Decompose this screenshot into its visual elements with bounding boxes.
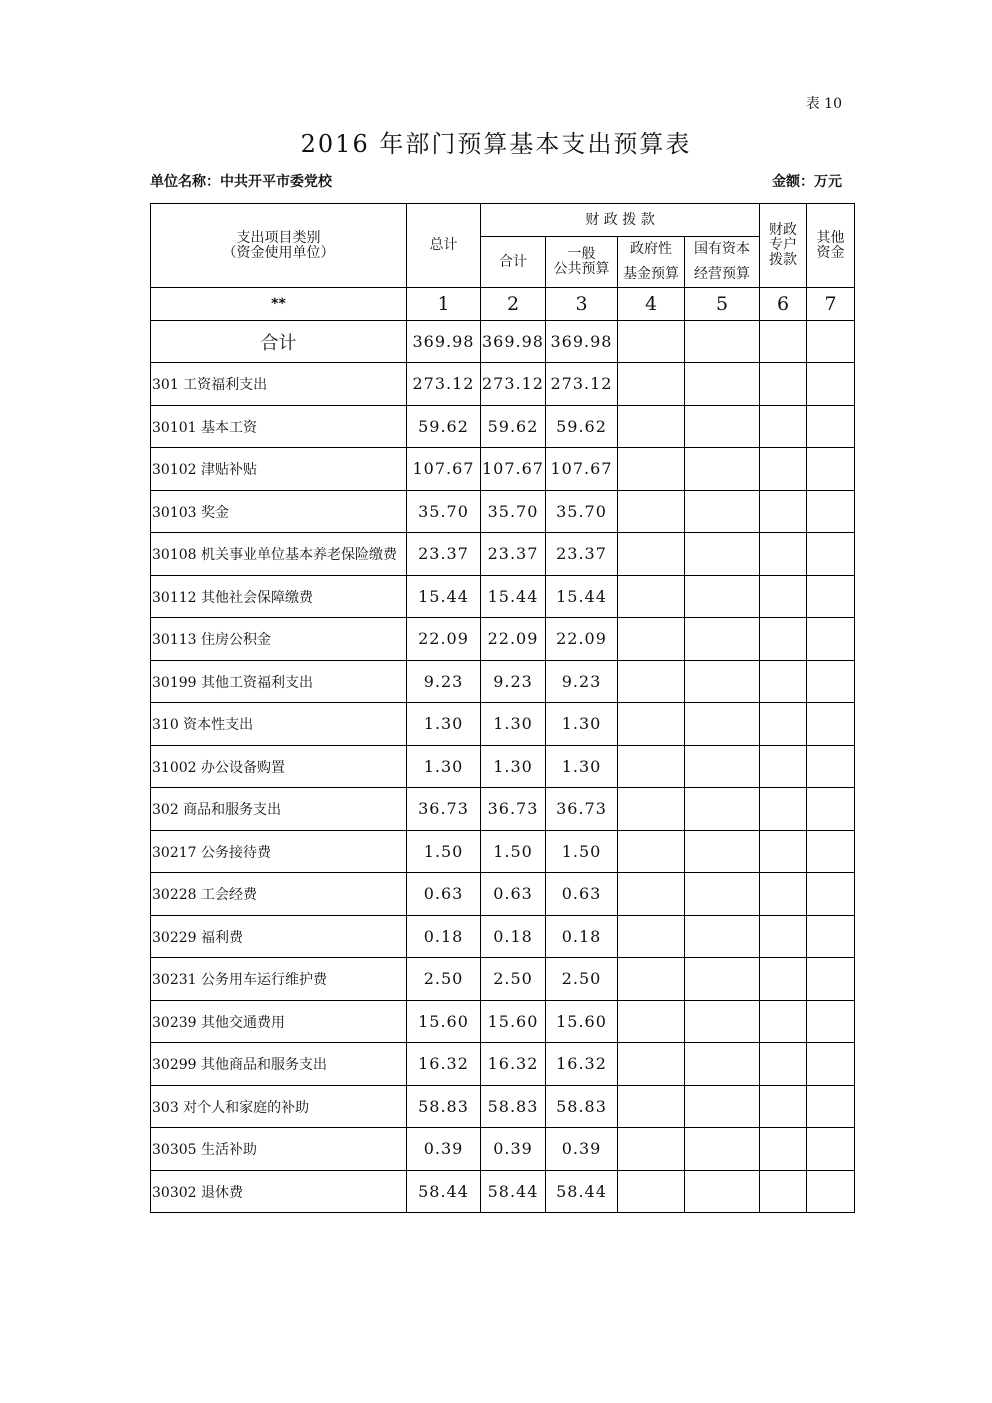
item-fiscal-sum: 22.09 xyxy=(481,618,546,661)
item-total: 15.60 xyxy=(407,1000,481,1043)
item-general: 16.32 xyxy=(546,1043,618,1086)
item-total: 107.67 xyxy=(407,448,481,491)
item-total: 35.70 xyxy=(407,490,481,533)
empty-cell xyxy=(807,490,855,533)
table-row xyxy=(151,830,855,873)
total-fiscal-sum: 369.98 xyxy=(481,321,546,363)
header-special-line1: 财政 xyxy=(769,222,798,238)
empty-cell xyxy=(760,321,807,363)
item-fiscal-sum: 58.83 xyxy=(481,1085,546,1128)
empty-cell xyxy=(807,830,855,873)
header-gov-fund-line2: 基金预算 xyxy=(623,266,679,282)
item-name: 30239 其他交通费用 xyxy=(151,1000,407,1043)
item-name: 30302 退休费 xyxy=(151,1170,407,1213)
index-cell: ** xyxy=(151,288,407,321)
empty-cell xyxy=(760,1170,807,1213)
empty-cell xyxy=(685,1085,760,1128)
item-name: 30112 其他社会保障缴费 xyxy=(151,575,407,618)
empty-cell xyxy=(807,363,855,406)
empty-cell xyxy=(618,873,685,916)
item-total: 58.44 xyxy=(407,1170,481,1213)
item-total: 59.62 xyxy=(407,405,481,448)
empty-cell xyxy=(685,1000,760,1043)
empty-cell xyxy=(618,958,685,1001)
header-total: 总计 xyxy=(407,204,481,288)
item-name: 31002 办公设备购置 xyxy=(151,745,407,788)
empty-cell xyxy=(760,1085,807,1128)
item-fiscal-sum: 0.39 xyxy=(481,1128,546,1171)
unit-name: 单位名称：中共开平市委党校 xyxy=(150,174,332,190)
item-name: 30101 基本工资 xyxy=(151,405,407,448)
empty-cell xyxy=(685,703,760,746)
table-row xyxy=(151,788,855,831)
item-general: 0.63 xyxy=(546,873,618,916)
empty-cell xyxy=(760,788,807,831)
total-row xyxy=(151,321,855,363)
header-fiscal-sum: 合计 xyxy=(481,237,546,288)
empty-cell xyxy=(685,321,760,363)
item-total: 23.37 xyxy=(407,533,481,576)
page-title: 2016 年部门预算基本支出预算表 xyxy=(300,130,692,158)
item-general: 35.70 xyxy=(546,490,618,533)
empty-cell xyxy=(618,660,685,703)
header-state-capital-line1: 国有资本 xyxy=(694,241,751,257)
header-special xyxy=(760,204,807,288)
header-gov-fund-line1: 政府性 xyxy=(630,241,672,257)
empty-cell xyxy=(685,745,760,788)
item-fiscal-sum: 1.30 xyxy=(481,745,546,788)
empty-cell xyxy=(760,660,807,703)
amount-unit: 金额：万元 xyxy=(772,174,842,190)
item-total: 0.18 xyxy=(407,915,481,958)
budget-table xyxy=(150,203,855,1213)
item-general: 0.18 xyxy=(546,915,618,958)
header-special-line3: 拨款 xyxy=(769,252,798,268)
empty-cell xyxy=(807,533,855,576)
empty-cell xyxy=(807,448,855,491)
empty-cell xyxy=(807,745,855,788)
item-fiscal-sum: 273.12 xyxy=(481,363,546,406)
table-row xyxy=(151,1128,855,1171)
item-name: 302 商品和服务支出 xyxy=(151,788,407,831)
header-state-capital-line2: 经营预算 xyxy=(694,266,751,282)
header-row-1 xyxy=(151,204,855,237)
empty-cell xyxy=(807,703,855,746)
item-fiscal-sum: 36.73 xyxy=(481,788,546,831)
empty-cell xyxy=(807,1170,855,1213)
item-name: 30231 公务用车运行维护费 xyxy=(151,958,407,1001)
empty-cell xyxy=(685,1043,760,1086)
header-category xyxy=(151,204,407,288)
item-total: 36.73 xyxy=(407,788,481,831)
empty-cell xyxy=(685,1170,760,1213)
empty-cell xyxy=(760,745,807,788)
header-other xyxy=(807,204,855,288)
table-row xyxy=(151,1085,855,1128)
empty-cell xyxy=(807,915,855,958)
empty-cell xyxy=(807,1128,855,1171)
total-general: 369.98 xyxy=(546,321,618,363)
empty-cell xyxy=(807,575,855,618)
empty-cell xyxy=(618,490,685,533)
item-general: 0.39 xyxy=(546,1128,618,1171)
item-fiscal-sum: 1.30 xyxy=(481,703,546,746)
header-category-label: 支出项目类别 xyxy=(236,229,321,246)
empty-cell xyxy=(760,703,807,746)
item-total: 22.09 xyxy=(407,618,481,661)
item-total: 58.83 xyxy=(407,1085,481,1128)
empty-cell xyxy=(807,1043,855,1086)
empty-cell xyxy=(618,1043,685,1086)
empty-cell xyxy=(760,363,807,406)
empty-cell xyxy=(618,575,685,618)
table-row xyxy=(151,1043,855,1086)
empty-cell xyxy=(807,873,855,916)
empty-cell xyxy=(807,618,855,661)
item-fiscal-sum: 23.37 xyxy=(481,533,546,576)
empty-cell xyxy=(760,1128,807,1171)
item-fiscal-sum: 0.18 xyxy=(481,915,546,958)
table-row xyxy=(151,703,855,746)
header-fiscal: 财 政 拨 款 xyxy=(481,204,760,237)
index-cell: 7 xyxy=(807,288,855,321)
empty-cell xyxy=(760,958,807,1001)
empty-cell xyxy=(685,915,760,958)
item-fiscal-sum: 9.23 xyxy=(481,660,546,703)
empty-cell xyxy=(807,660,855,703)
item-fiscal-sum: 15.44 xyxy=(481,575,546,618)
empty-cell xyxy=(760,1000,807,1043)
index-cell: 5 xyxy=(685,288,760,321)
item-fiscal-sum: 1.50 xyxy=(481,830,546,873)
item-general: 1.50 xyxy=(546,830,618,873)
table-row xyxy=(151,448,855,491)
item-general: 36.73 xyxy=(546,788,618,831)
empty-cell xyxy=(760,490,807,533)
item-fiscal-sum: 58.44 xyxy=(481,1170,546,1213)
item-general: 22.09 xyxy=(546,618,618,661)
empty-cell xyxy=(618,405,685,448)
empty-cell xyxy=(685,405,760,448)
header-category-sub: （资金使用单位） xyxy=(222,244,335,261)
index-cell: 3 xyxy=(546,288,618,321)
empty-cell xyxy=(760,830,807,873)
empty-cell xyxy=(618,1000,685,1043)
empty-cell xyxy=(685,830,760,873)
empty-cell xyxy=(618,1085,685,1128)
empty-cell xyxy=(685,1128,760,1171)
table-row xyxy=(151,490,855,533)
empty-cell xyxy=(685,958,760,1001)
empty-cell xyxy=(618,1170,685,1213)
item-name: 30113 住房公积金 xyxy=(151,618,407,661)
table-row xyxy=(151,618,855,661)
item-total: 2.50 xyxy=(407,958,481,1001)
empty-cell xyxy=(760,405,807,448)
item-general: 15.60 xyxy=(546,1000,618,1043)
item-name: 30199 其他工资福利支出 xyxy=(151,660,407,703)
item-total: 15.44 xyxy=(407,575,481,618)
item-name: 30228 工会经费 xyxy=(151,873,407,916)
item-name: 30229 福利费 xyxy=(151,915,407,958)
item-name: 310 资本性支出 xyxy=(151,703,407,746)
header-special-line2: 专户 xyxy=(769,237,798,253)
item-general: 1.30 xyxy=(546,745,618,788)
empty-cell xyxy=(618,788,685,831)
empty-cell xyxy=(760,873,807,916)
item-name: 30305 生活补助 xyxy=(151,1128,407,1171)
item-total: 0.39 xyxy=(407,1128,481,1171)
table-row xyxy=(151,958,855,1001)
index-cell: 2 xyxy=(481,288,546,321)
empty-cell xyxy=(760,1043,807,1086)
empty-cell xyxy=(685,660,760,703)
empty-cell xyxy=(760,448,807,491)
item-name: 303 对个人和家庭的补助 xyxy=(151,1085,407,1128)
item-general: 1.30 xyxy=(546,703,618,746)
empty-cell xyxy=(685,618,760,661)
item-fiscal-sum: 107.67 xyxy=(481,448,546,491)
item-general: 273.12 xyxy=(546,363,618,406)
item-fiscal-sum: 16.32 xyxy=(481,1043,546,1086)
empty-cell xyxy=(618,448,685,491)
empty-cell xyxy=(618,915,685,958)
item-fiscal-sum: 35.70 xyxy=(481,490,546,533)
empty-cell xyxy=(807,1000,855,1043)
table-row xyxy=(151,660,855,703)
item-general: 59.62 xyxy=(546,405,618,448)
empty-cell xyxy=(760,618,807,661)
item-general: 9.23 xyxy=(546,660,618,703)
empty-cell xyxy=(807,321,855,363)
item-name: 30108 机关事业单位基本养老保险缴费 xyxy=(151,533,407,576)
empty-cell xyxy=(760,915,807,958)
total-label: 合计 xyxy=(151,321,407,363)
item-total: 9.23 xyxy=(407,660,481,703)
item-name: 30217 公务接待费 xyxy=(151,830,407,873)
table-row xyxy=(151,533,855,576)
item-general: 15.44 xyxy=(546,575,618,618)
item-name: 30299 其他商品和服务支出 xyxy=(151,1043,407,1086)
empty-cell xyxy=(685,490,760,533)
empty-cell xyxy=(807,958,855,1001)
index-cell: 1 xyxy=(407,288,481,321)
empty-cell xyxy=(807,405,855,448)
table-row xyxy=(151,575,855,618)
empty-cell xyxy=(685,575,760,618)
table-row xyxy=(151,1170,855,1213)
header-other-line2: 资金 xyxy=(816,244,845,261)
header-other-line1: 其他 xyxy=(816,229,845,246)
item-total: 273.12 xyxy=(407,363,481,406)
table-row xyxy=(151,915,855,958)
empty-cell xyxy=(618,321,685,363)
index-cell: 6 xyxy=(760,288,807,321)
item-fiscal-sum: 59.62 xyxy=(481,405,546,448)
empty-cell xyxy=(618,1128,685,1171)
header-general xyxy=(546,237,618,288)
item-fiscal-sum: 15.60 xyxy=(481,1000,546,1043)
item-total: 16.32 xyxy=(407,1043,481,1086)
empty-cell xyxy=(618,703,685,746)
empty-cell xyxy=(685,363,760,406)
item-name: 30102 津贴补贴 xyxy=(151,448,407,491)
item-total: 1.30 xyxy=(407,745,481,788)
empty-cell xyxy=(685,788,760,831)
empty-cell xyxy=(685,448,760,491)
empty-cell xyxy=(618,830,685,873)
empty-cell xyxy=(760,575,807,618)
item-total: 1.50 xyxy=(407,830,481,873)
item-total: 1.30 xyxy=(407,703,481,746)
table-row xyxy=(151,1000,855,1043)
table-row xyxy=(151,745,855,788)
header-gov-fund xyxy=(618,237,685,288)
item-general: 107.67 xyxy=(546,448,618,491)
table-row xyxy=(151,363,855,406)
item-general: 23.37 xyxy=(546,533,618,576)
table-number: 表 10 xyxy=(805,96,842,112)
item-total: 0.63 xyxy=(407,873,481,916)
table-row xyxy=(151,405,855,448)
item-fiscal-sum: 0.63 xyxy=(481,873,546,916)
item-name: 301 工资福利支出 xyxy=(151,363,407,406)
empty-cell xyxy=(685,873,760,916)
empty-cell xyxy=(807,1085,855,1128)
header-state-capital xyxy=(685,237,760,288)
table-row xyxy=(151,873,855,916)
item-general: 58.44 xyxy=(546,1170,618,1213)
empty-cell xyxy=(685,533,760,576)
empty-cell xyxy=(760,533,807,576)
index-row xyxy=(151,288,855,321)
index-cell: 4 xyxy=(618,288,685,321)
empty-cell xyxy=(618,618,685,661)
item-general: 58.83 xyxy=(546,1085,618,1128)
empty-cell xyxy=(618,533,685,576)
item-fiscal-sum: 2.50 xyxy=(481,958,546,1001)
empty-cell xyxy=(618,363,685,406)
empty-cell xyxy=(618,745,685,788)
header-general-line2: 公共预算 xyxy=(553,261,610,277)
item-name: 30103 奖金 xyxy=(151,490,407,533)
item-general: 2.50 xyxy=(546,958,618,1001)
empty-cell xyxy=(807,788,855,831)
header-general-line1: 一般 xyxy=(567,246,596,262)
total-total: 369.98 xyxy=(407,321,481,363)
